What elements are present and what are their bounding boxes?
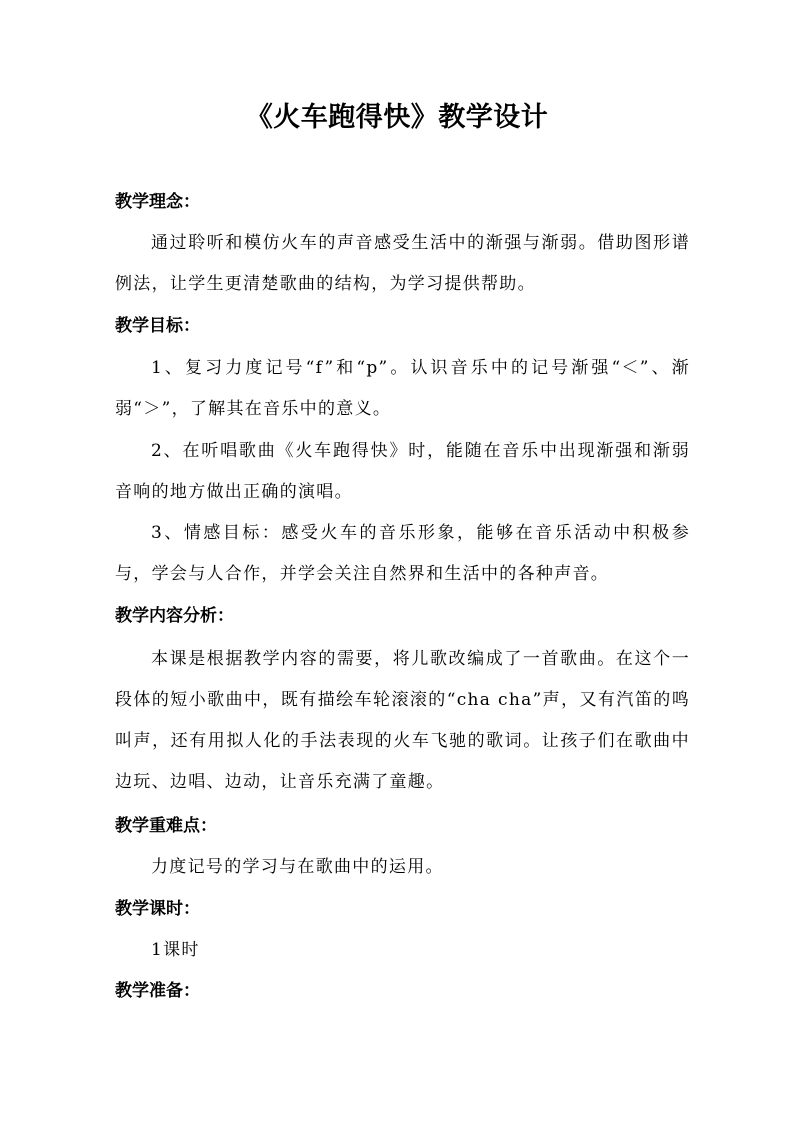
heading-key-points: 教学重难点： [115,816,217,836]
heading-class-hours: 教学课时： [115,899,200,919]
objective-item-3: 3、情感目标：感受火车的音乐形象，能够在音乐活动中积极参与，学会与人合作，并学会关注自然界和生活中的各种声音。 [115,523,690,584]
document-title: 《火车跑得快》教学设计 [245,102,549,133]
paragraph-content-analysis: 本课是根据教学内容的需要，将儿歌改编成了一首歌曲。在这个一段体的短小歌曲中，既有描绘车轮滚滚的“cha cha”声，又有汽笛的鸣叫声，还有用拟人化的手法表现的火车飞驰的歌词。让孩子们在歌曲中边玩、边唱、边动，让音乐充满了童趣。 [115,649,690,792]
text-key-points: 力度记号的学习与在歌曲中的运用。 [151,857,444,877]
text-class-hours: 1课时 [151,940,200,960]
heading-preparation: 教学准备： [115,981,200,1001]
paragraph-teaching-concept: 通过聆听和模仿火车的声音感受生活中的渐强与渐弱。借助图形谱例法，让学生更清楚歌曲的结构，为学习提供帮助。 [115,233,690,294]
heading-teaching-concept: 教学理念： [115,192,200,212]
objective-item-1: 1、复习力度记号“f”和“p”。认识音乐中的记号渐强“＜”、渐弱“＞”，了解其在音乐中的意义。 [115,358,690,419]
heading-teaching-objectives: 教学目标： [115,316,200,336]
heading-content-analysis: 教学内容分析： [115,606,234,626]
objective-item-2: 2、在听唱歌曲《火车跑得快》时，能随在音乐中出现渐强和渐弱音响的地方做出正确的演唱。 [115,441,690,502]
